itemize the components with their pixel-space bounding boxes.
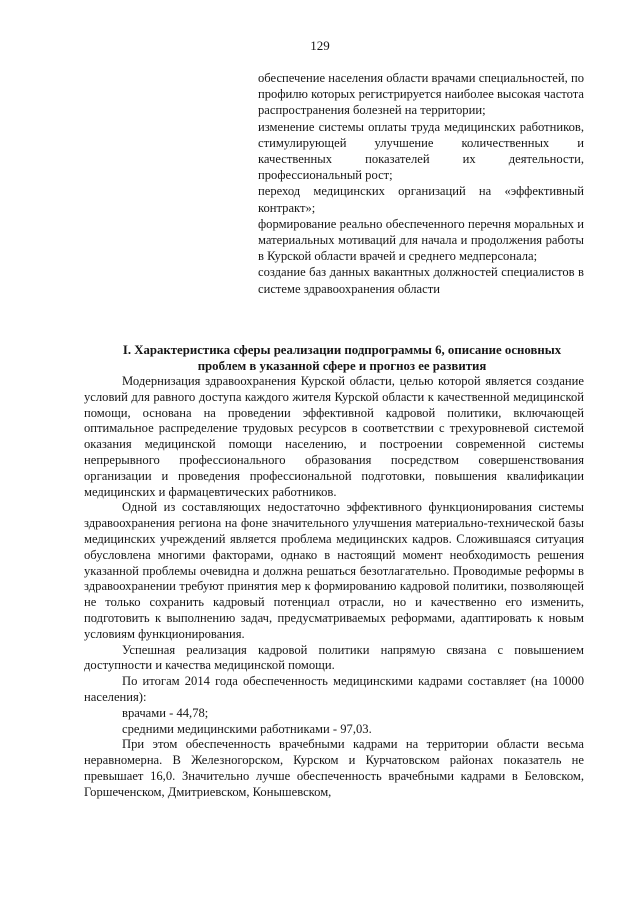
- stat-doctors: врачами - 44,78;: [122, 705, 209, 720]
- list-item: создание баз данных вакантных должностей специалистов в системе здравоохранения области: [258, 265, 584, 296]
- paragraph-modernization: Модернизация здравоохранения Курской области, целью которой является создание условий для равного доступа каждого жителя Курской области к качественной медицинской помощи, основана на проведении эффективной кадровой политики, включающей оптимальное распределение трудовых ресурсов в соответствии с трехуровневой системой оказания медицинской помощи населению, и построении современной системы непрерывного профессионального образования посредством совершенствования организации и проведения профессиональной подготовки, повышения квалификации медицинских и фармацевтических работников.: [84, 374, 584, 499]
- paragraph-staffing-2014: По итогам 2014 года обеспеченность медицинскими кадрами составляет (на 10000 населения):: [84, 674, 584, 704]
- list-item: обеспечение населения области врачами специальностей, по профилю которых регистрируется наиболее высокая частота распространения болезней на территории;: [258, 71, 584, 118]
- list-item: формирование реально обеспеченного перечня моральных и материальных мотиваций для начала и продолжения работы в Курской области врачей и среднего медперсонала;: [258, 216, 584, 264]
- stat-nurses: средними медицинскими работниками - 97,03.: [122, 721, 372, 736]
- page-number: 129: [310, 38, 330, 53]
- paragraph-staff-problem: Одной из составляющих недостаточно эффективного функционирования системы здравоохранения региона на фоне значительного улучшения материально-технической базы медицинских учреждений является проблема медицинских кадров. Сложившаяся ситуация обусловлена многими факторами, однако в настоящий момент необходимость решения указанной проблемы очевидна и должна решаться безотлагательно. Проводимые реформы в здравоохранении требуют принятия мер к формированию кадровой политики, позволяющей не только сохранить кадровый потенциал отрасли, но и качественно его изменить, подготовить к выполнению задач, предусматриваемых реформами, адаптировать к новым условиям функционирования.: [84, 500, 584, 641]
- paragraph-uneven-distribution: При этом обеспеченность врачебными кадрами на территории области весьма неравномерна. В Железногорском, Курском и Курчатовском районах показатель не превышает 16,0. Значительно лучше обеспеченность врачебными кадрами в Беловском, Горшеченском, Дмитриевском, Конышевском,: [84, 737, 584, 799]
- section-heading: I. Характеристика сферы реализации подпрограммы 6, описание основных проблем в указанной сфере и прогноз ее развития: [122, 343, 562, 374]
- list-item: изменение системы оплаты труда медицинских работников, стимулирующей улучшение количественных и качественных показателей их деятельности, профессиональный рост;: [258, 119, 584, 183]
- list-item: переход медицинских организаций на «эффективный контракт»;: [258, 184, 584, 215]
- goals-list: [258, 70, 584, 297]
- body-text: [84, 374, 584, 801]
- paragraph-staff-policy: Успешная реализация кадровой политики напрямую связана с повышением доступности и качества медицинской помощи.: [84, 642, 584, 673]
